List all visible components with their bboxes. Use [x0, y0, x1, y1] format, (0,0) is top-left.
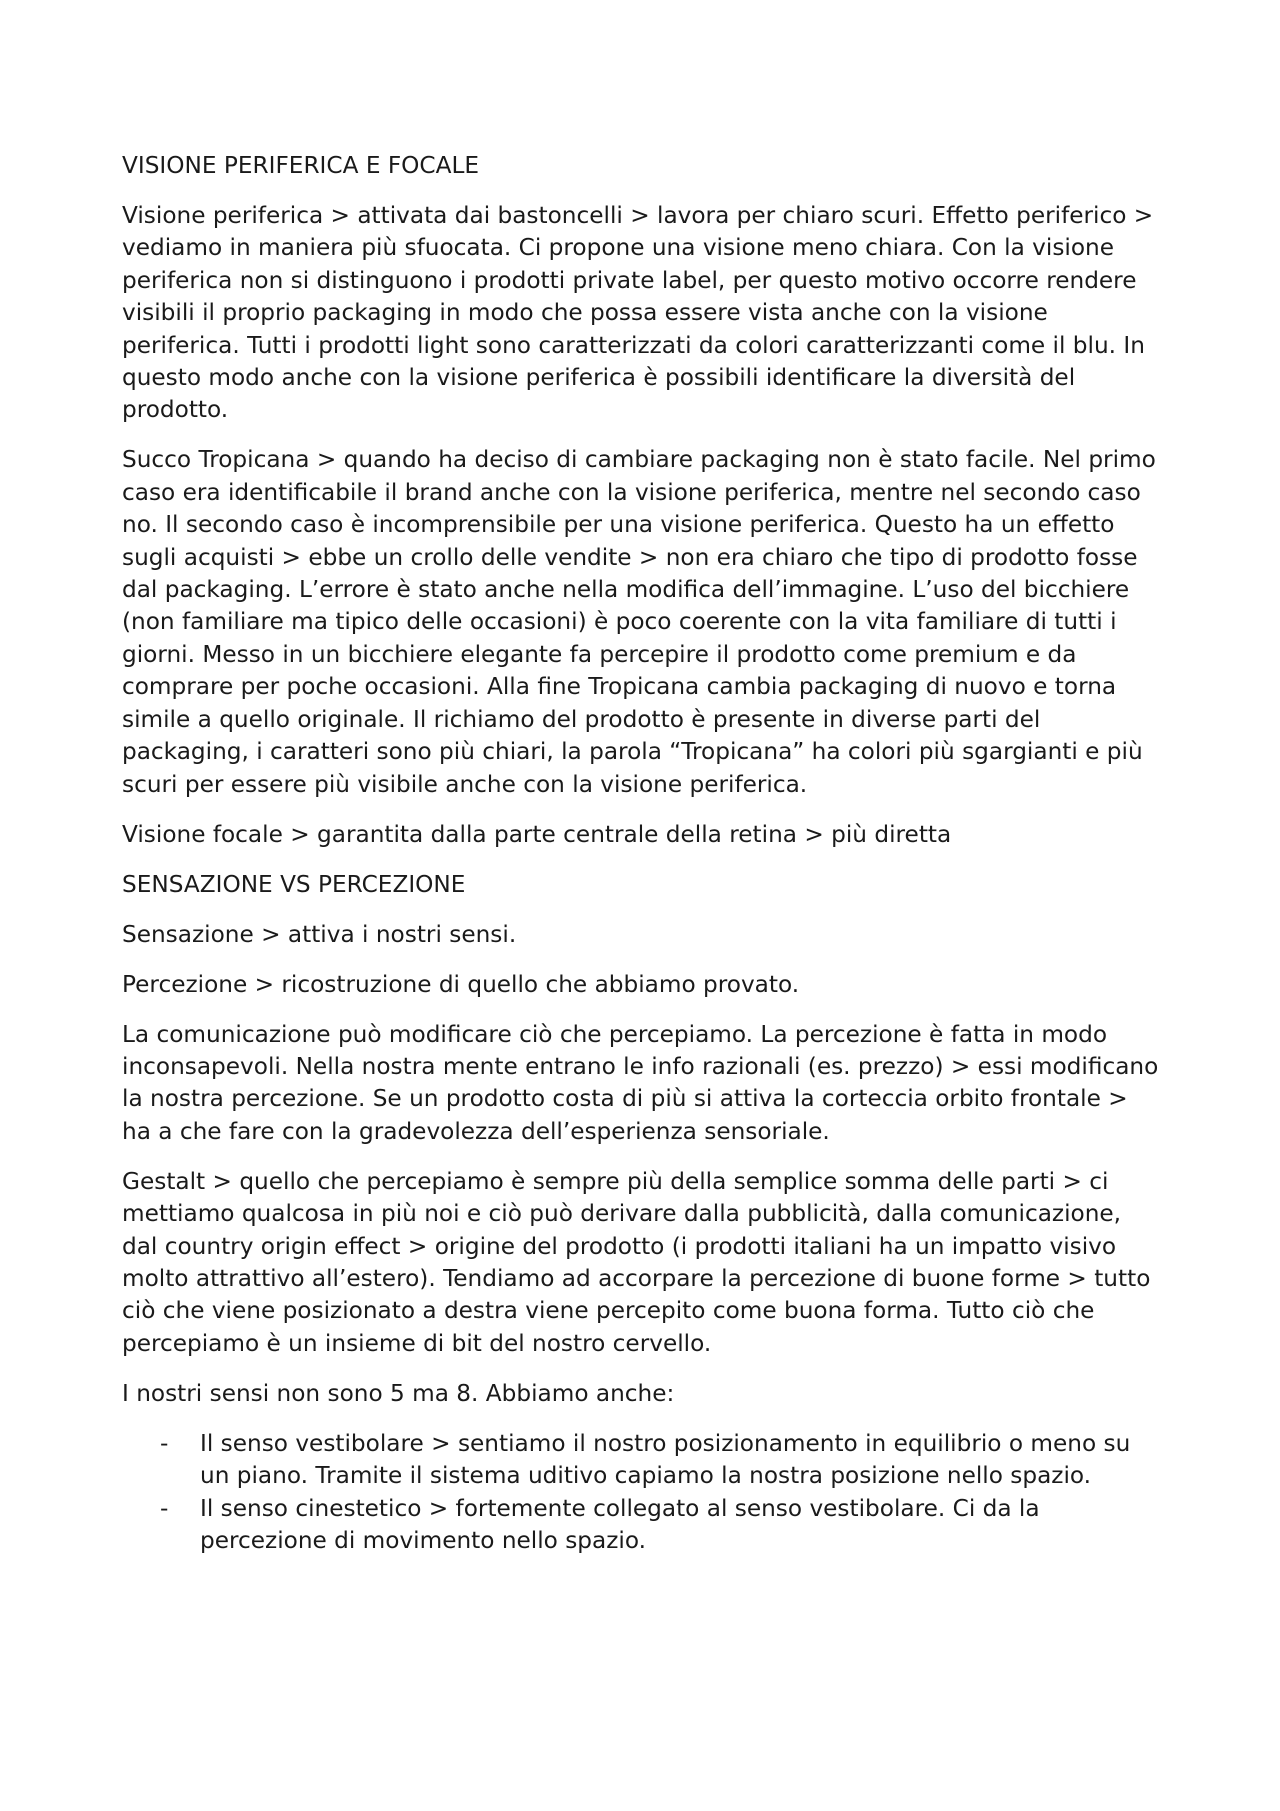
paragraph-gestalt: Gestalt > quello che percepiamo è sempre più della semplice somma delle parti > ci mettiamo qualcosa in più noi e ciò può derivare dalla pubblicità, dalla comunicazione, dal country origin effect > origine del prodotto (i prodotti italiani ha un impatto visivo molto attrattivo all’estero). Tendiamo ad accorpare la percezione di buone forme > tutto ciò che viene posizionato a destra viene percepito come buona forma. Tutto ciò che percepiamo è un insieme di bit del nostro cervello.	[122, 1167, 1151, 1357]
paragraph-sensi-intro: I nostri sensi non sono 5 ma 8. Abbiamo anche:	[122, 1379, 675, 1407]
paragraph-comunicazione: La comunicazione può modificare ciò che percepiamo. La percezione è fatta in modo inconsapevoli. Nella nostra mente entrano le info razionali (es. prezzo) > essi modificano la nostra percezione. Se un prodotto costa di più si attiva la corteccia orbito frontale > ha a che fare con la gradevolezza dell’esperienza sensoriale.	[122, 1020, 1159, 1145]
paragraph-tropicana: Succo Tropicana > quando ha deciso di cambiare packaging non è stato facile. Nel primo caso era identificabile il brand anche con la visione periferica, mentre nel secondo caso no. Il secondo caso è incomprensibile per una visione periferica. Questo ha un effetto sugli acquisti > ebbe un crollo delle vendite > non era chiaro che tipo di prodotto fosse dal packaging. L’errore è stato anche nella modifica dell’immagine. L’uso del bicchiere (non familiare ma tipico delle occasioni) è poco coerente con la vita familiare di tutti i giorni. Messo in un bicchiere elegante fa percepire il prodotto come premium e da comprare per poche occasioni. Alla fine Tropicana cambia packaging di nuovo e torna simile a quello originale. Il richiamo del prodotto è presente in diverse parti del packaging, i caratteri sono più chiari, la parola “Tropicana” ha colori più sgargianti e più scuri per essere più visibile anche con la visione periferica.	[122, 446, 1156, 798]
list-item-text: Il senso cinestetico > fortemente collegato al senso vestibolare. Ci da la percezione di movimento nello spazio.	[200, 1494, 1040, 1554]
paragraph-sensazione: Sensazione > attiva i nostri sensi.	[122, 920, 517, 948]
paragraph-visione-periferica: Visione periferica > attivata dai bastoncelli > lavora per chiaro scuri. Effetto periferico > vediamo in maniera più sfuocata. Ci propone una visione meno chiara. Con la visione periferica non si distinguono i prodotti private label, per questo motivo occorre rendere visibili il proprio packaging in modo che possa essere vista anche con la visione periferica. Tutti i prodotti light sono caratterizzati da colori caratterizzanti come il blu. In questo modo anche con la visione periferica è possibili identificare la diversità del prodotto.	[122, 202, 1154, 424]
paragraph-percezione: Percezione > ricostruzione di quello che abbiamo provato.	[122, 970, 800, 998]
document-page	[122, 150, 1162, 1557]
list-bullet: -	[160, 1494, 169, 1522]
section-heading-visione: VISIONE PERIFERICA E FOCALE	[122, 152, 480, 179]
paragraph-visione-focale: Visione focale > garantita dalla parte centrale della retina > più diretta	[122, 820, 952, 848]
list-item-text: Il senso vestibolare > sentiamo il nostro posizionamento in equilibrio o meno su un piano. Tramite il sistema uditivo capiamo la nostra posizione nello spazio.	[200, 1429, 1131, 1490]
list-item	[122, 1493, 1162, 1558]
list-item	[122, 1428, 1162, 1493]
section-heading-sensazione: SENSAZIONE VS PERCEZIONE	[122, 870, 466, 898]
list-bullet: -	[160, 1429, 169, 1457]
senses-list	[122, 1428, 1162, 1558]
